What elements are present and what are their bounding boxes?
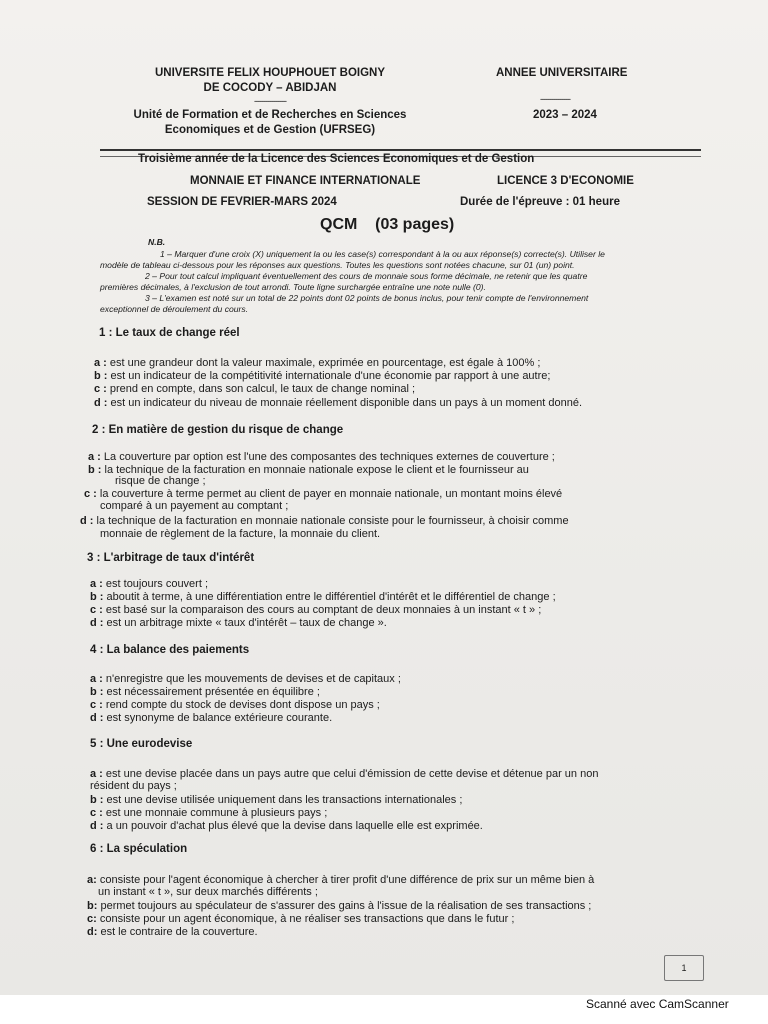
answer-option-continuation: monnaie de règlement de la facture, la monnaie du client.	[100, 528, 381, 540]
question-title: 2 : En matière de gestion du risque de change	[92, 424, 344, 436]
nb-line: modèle de tableau ci-dessous pour les réponses aux questions. Toutes les questions sont notées chacune, sur 01 (un) point.	[100, 260, 575, 270]
nb-line: 3 – L'examen est noté sur un total de 22 points dont 02 points de bonus inclus, pour tenir compte de l'environnement	[145, 293, 589, 303]
course-licence: LICENCE 3 D'ECONOMIE	[497, 175, 634, 187]
answer-option: b : est un indicateur de la compétitivité internationale d'une économie par rapport à une autre;	[94, 370, 551, 382]
answer-option: d : la technique de la facturation en monnaie nationale consiste pour le fournisseur, à choisir comme	[80, 515, 569, 527]
nb-line: 1 – Marquer d'une croix (X) uniquement la ou les case(s) correspondant à la ou aux réponse(s) correcte(s). Utiliser le	[160, 249, 605, 259]
answer-option: b : est nécessairement présentée en équilibre ;	[90, 686, 320, 698]
answer-option: c : est une monnaie commune à plusieurs pays ;	[90, 807, 328, 819]
exam-session: SESSION DE FEVRIER-MARS 2024	[147, 196, 337, 208]
answer-option: c : rend compte du stock de devises dont dispose un pays ;	[90, 699, 380, 711]
answer-option: d : est synonyme de balance extérieure courante.	[90, 712, 333, 724]
answer-option-continuation: résident du pays ;	[90, 780, 177, 792]
answer-option: a : est une grandeur dont la valeur maximale, exprimée en pourcentage, est égale à 100% ;	[94, 357, 541, 369]
question-title: 4 : La balance des paiements	[90, 644, 250, 656]
course-subject: MONNAIE ET FINANCE INTERNATIONALE	[190, 175, 421, 187]
answer-option: d: est le contraire de la couverture.	[87, 926, 258, 938]
answer-option: b: permet toujours au spéculateur de s'assurer des gains à l'issue de la réalisation de ses transactions ;	[87, 900, 592, 912]
answer-option: d : a un pouvoir d'achat plus élevé que la devise dans laquelle elle est exprimée.	[90, 820, 483, 832]
course-level: Troisième année de la Licence des Sciences Economiques et de Gestion	[138, 153, 535, 165]
answer-option: b : la technique de la facturation en monnaie nationale expose le client et le fournisseur au	[88, 464, 529, 476]
answer-option: a : est toujours couvert ;	[90, 578, 209, 590]
academic-year-label: ANNEE UNIVERSITAIRE	[496, 67, 628, 79]
nb-line: premières décimales, à l'exclusion de tout arrondi. Toute ligne surchargée entraîne une note nulle (0).	[100, 282, 486, 292]
exam-duration: Durée de l'épreuve : 01 heure	[460, 196, 620, 208]
separator-dashes: ----------------	[254, 96, 286, 106]
exam-title: QCM (03 pages)	[320, 216, 455, 233]
answer-option: d : est un indicateur du niveau de monnaie réellement disponible dans un pays à un moment donné.	[94, 397, 582, 409]
university-name: UNIVERSITE FELIX HOUPHOUET BOIGNY DE COCODY – ABIDJAN	[154, 67, 386, 94]
page-number: 1	[681, 963, 687, 973]
answer-option: a : est une devise placée dans un pays autre que celui d'émission de cette devise et détenue par un non	[90, 768, 599, 780]
page-number-box	[664, 955, 704, 981]
answer-option: a: consiste pour l'agent économique à chercher à tirer profit d'une différence de prix sur un même bien à	[87, 874, 595, 886]
camscanner-watermark: Scanné avec CamScanner	[586, 997, 729, 1011]
answer-option: d : est un arbitrage mixte « taux d'intérêt – taux de change ».	[90, 617, 387, 629]
answer-option: c : est basé sur la comparaison des cours au comptant de deux monnaies à un instant « t » ;	[90, 604, 542, 616]
answer-option-continuation: comparé à un payement au comptant ;	[100, 500, 289, 512]
answer-option: b : est une devise utilisée uniquement dans les transactions internationales ;	[90, 794, 463, 806]
nb-label: N.B.	[148, 237, 166, 247]
answer-option-continuation: risque de change ;	[115, 475, 206, 487]
nb-line: exceptionnel de déroulement du cours.	[100, 304, 249, 314]
question-title: 1 : Le taux de change réel	[99, 327, 240, 339]
separator-dashes: ---------------	[540, 94, 570, 104]
nb-line: 2 – Pour tout calcul impliquant éventuellement des cours de monnaie sous forme décimale, ne retenir que les quatre	[145, 271, 588, 281]
question-title: 3 : L'arbitrage de taux d'intérêt	[87, 552, 255, 564]
question-title: 5 : Une eurodevise	[90, 738, 193, 750]
answer-option-continuation: un instant « t », sur deux marchés différents ;	[98, 886, 318, 898]
answer-option: b : aboutit à terme, à une différentiation entre le différentiel d'intérêt et le différentiel de change ;	[90, 591, 556, 603]
ufr-name: Unité de Formation et de Recherches en Sciences Economiques et de Gestion (UFRSEG)	[133, 109, 407, 136]
answer-option: c : la couverture à terme permet au client de payer en monnaie nationale, un montant moins élevé	[84, 488, 563, 500]
question-title: 6 : La spéculation	[90, 843, 188, 855]
answer-option: c : prend en compte, dans son calcul, le taux de change nominal ;	[94, 383, 416, 395]
header-rule	[100, 149, 701, 151]
answer-option: a : n'enregistre que les mouvements de devises et de capitaux ;	[90, 673, 401, 685]
answer-option: c: consiste pour un agent économique, à ne réaliser ses transactions que dans le futur ;	[87, 913, 515, 925]
academic-year-value: 2023 – 2024	[533, 109, 597, 121]
answer-option: a : La couverture par option est l'une des composantes des techniques externes de couverture ;	[88, 451, 555, 463]
